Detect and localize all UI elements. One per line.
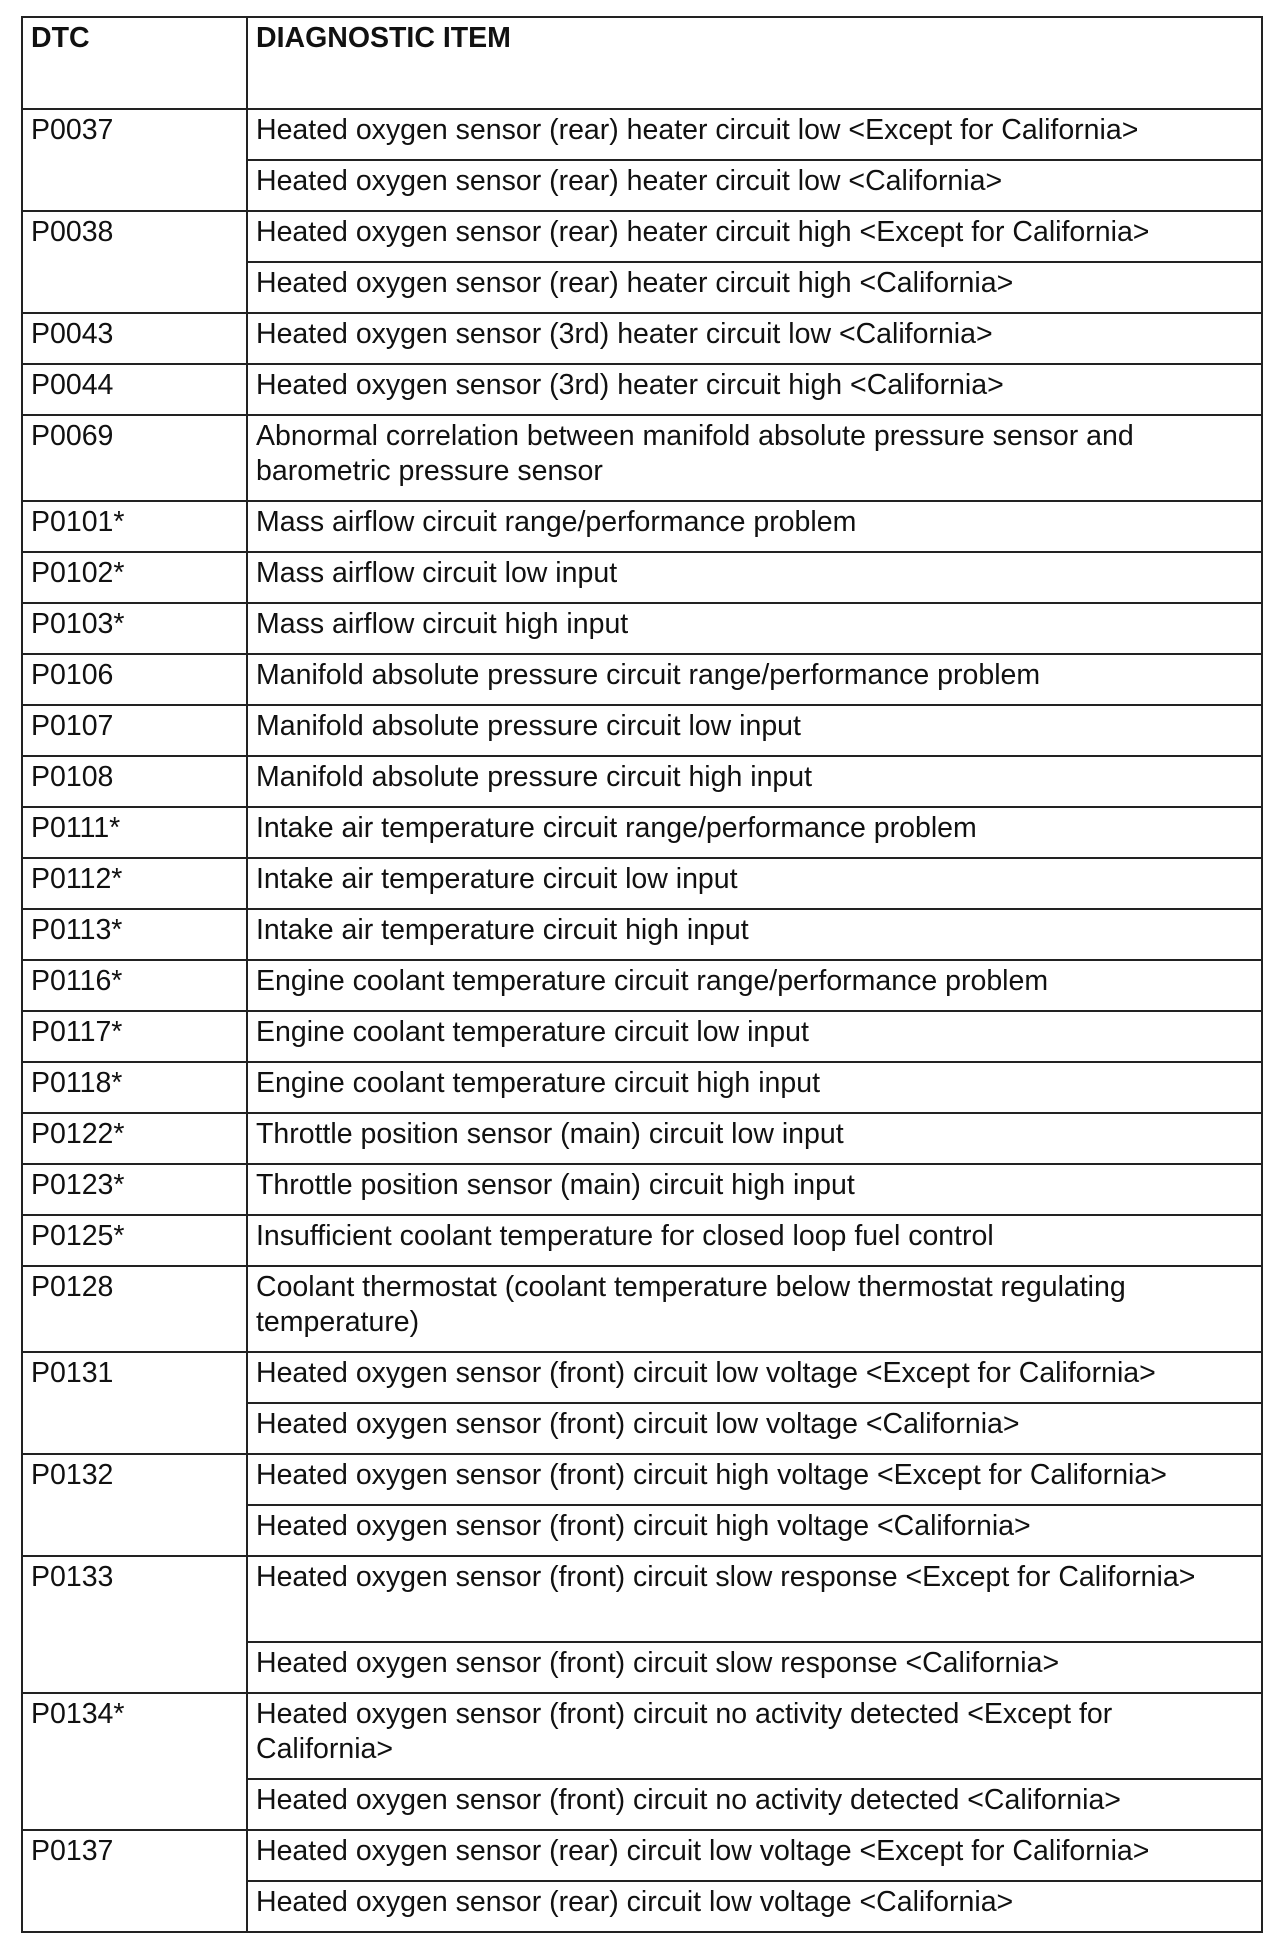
diagnostic-item-cell: Heated oxygen sensor (front) circuit high voltage <Except for California> [247,1454,1262,1505]
diagnostic-item-cell: Engine coolant temperature circuit range/performance problem [247,960,1262,1011]
diagnostic-item-cell: Mass airflow circuit range/performance problem [247,501,1262,552]
table-row [22,1830,1262,1881]
diagnostic-item-cell: Mass airflow circuit high input [247,603,1262,654]
diagnostic-item-cell: Mass airflow circuit low input [247,552,1262,603]
table-row [22,501,1262,552]
dtc-code-cell: P0134* [22,1693,247,1830]
table-row [22,603,1262,654]
dtc-code-cell: P0123* [22,1164,247,1215]
dtc-table [21,16,1263,1933]
table-row [22,960,1262,1011]
diagnostic-item-cell: Heated oxygen sensor (rear) heater circuit high <Except for California> [247,211,1262,262]
table-row [22,1266,1262,1352]
dtc-code-cell: P0037 [22,109,247,211]
dtc-code-cell: P0108 [22,756,247,807]
diagnostic-item-cell: Heated oxygen sensor (front) circuit no activity detected <California> [247,1779,1262,1830]
diagnostic-item-cell: Heated oxygen sensor (3rd) heater circuit high <California> [247,364,1262,415]
diagnostic-item-cell: Heated oxygen sensor (front) circuit high voltage <California> [247,1505,1262,1556]
table-row [22,909,1262,960]
diagnostic-item-cell: Heated oxygen sensor (front) circuit slow response <Except for California> [247,1556,1262,1642]
diagnostic-item-cell: Engine coolant temperature circuit high input [247,1062,1262,1113]
table-row [22,858,1262,909]
table-row [22,109,1262,160]
dtc-code-cell: P0069 [22,415,247,501]
dtc-code-cell: P0116* [22,960,247,1011]
diagnostic-item-cell: Throttle position sensor (main) circuit high input [247,1164,1262,1215]
dtc-code-cell: P0107 [22,705,247,756]
diagnostic-item-cell: Throttle position sensor (main) circuit low input [247,1113,1262,1164]
dtc-code-cell: P0103* [22,603,247,654]
diagnostic-item-cell: Heated oxygen sensor (rear) circuit low voltage <Except for California> [247,1830,1262,1881]
table-row [22,807,1262,858]
dtc-code-cell: P0137 [22,1830,247,1932]
table-row [22,1352,1262,1403]
table-row [22,552,1262,603]
table-row [22,1011,1262,1062]
dtc-code-cell: P0128 [22,1266,247,1352]
dtc-code-cell: P0113* [22,909,247,960]
dtc-code-cell: P0118* [22,1062,247,1113]
table-row [22,313,1262,364]
table-row [22,756,1262,807]
diagnostic-item-cell: Intake air temperature circuit low input [247,858,1262,909]
dtc-code-cell: P0132 [22,1454,247,1556]
diagnostic-item-cell: Insufficient coolant temperature for closed loop fuel control [247,1215,1262,1266]
table-row [22,211,1262,262]
table-row [22,364,1262,415]
dtc-code-cell: P0111* [22,807,247,858]
diagnostic-item-cell: Intake air temperature circuit range/performance problem [247,807,1262,858]
diagnostic-item-cell: Intake air temperature circuit high input [247,909,1262,960]
diagnostic-item-cell: Heated oxygen sensor (rear) heater circuit high <California> [247,262,1262,313]
diagnostic-item-cell: Engine coolant temperature circuit low input [247,1011,1262,1062]
diagnostic-item-cell: Heated oxygen sensor (rear) heater circuit low <California> [247,160,1262,211]
dtc-code-cell: P0117* [22,1011,247,1062]
diagnostic-item-cell: Heated oxygen sensor (rear) heater circuit low <Except for California> [247,109,1262,160]
diagnostic-item-cell: Heated oxygen sensor (front) circuit slow response <California> [247,1642,1262,1693]
diagnostic-item-cell: Heated oxygen sensor (front) circuit no activity detected <Except for California> [247,1693,1262,1779]
diagnostic-item-cell: Coolant thermostat (coolant temperature below thermostat regulating temperature) [247,1266,1262,1352]
diagnostic-item-cell: Heated oxygen sensor (rear) circuit low voltage <California> [247,1881,1262,1932]
diagnostic-item-cell: Abnormal correlation between manifold absolute pressure sensor and barometric pressure sensor [247,415,1262,501]
diagnostic-item-cell: Heated oxygen sensor (3rd) heater circuit low <California> [247,313,1262,364]
diagnostic-item-cell: Heated oxygen sensor (front) circuit low voltage <California> [247,1403,1262,1454]
diagnostic-item-cell: Manifold absolute pressure circuit range/performance problem [247,654,1262,705]
table-row [22,1164,1262,1215]
table-row [22,1693,1262,1779]
table-row [22,415,1262,501]
diagnostic-item-cell: Heated oxygen sensor (front) circuit low voltage <Except for California> [247,1352,1262,1403]
table-row [22,1113,1262,1164]
dtc-code-cell: P0044 [22,364,247,415]
table-row [22,1454,1262,1505]
header-diagnostic-item: DIAGNOSTIC ITEM [247,17,1262,109]
table-row [22,1215,1262,1266]
header-row [22,17,1262,109]
table-row [22,1556,1262,1642]
table-row [22,1062,1262,1113]
dtc-code-cell: P0112* [22,858,247,909]
dtc-code-cell: P0043 [22,313,247,364]
table-row [22,705,1262,756]
diagnostic-item-cell: Manifold absolute pressure circuit low input [247,705,1262,756]
dtc-code-cell: P0106 [22,654,247,705]
dtc-code-cell: P0038 [22,211,247,313]
dtc-code-cell: P0125* [22,1215,247,1266]
table-body [22,109,1262,1932]
header-dtc: DTC [22,17,247,109]
dtc-code-cell: P0122* [22,1113,247,1164]
diagnostic-item-cell: Manifold absolute pressure circuit high input [247,756,1262,807]
dtc-code-cell: P0102* [22,552,247,603]
table-header [22,17,1262,109]
dtc-code-cell: P0133 [22,1556,247,1693]
table-row [22,654,1262,705]
dtc-code-cell: P0101* [22,501,247,552]
dtc-code-cell: P0131 [22,1352,247,1454]
